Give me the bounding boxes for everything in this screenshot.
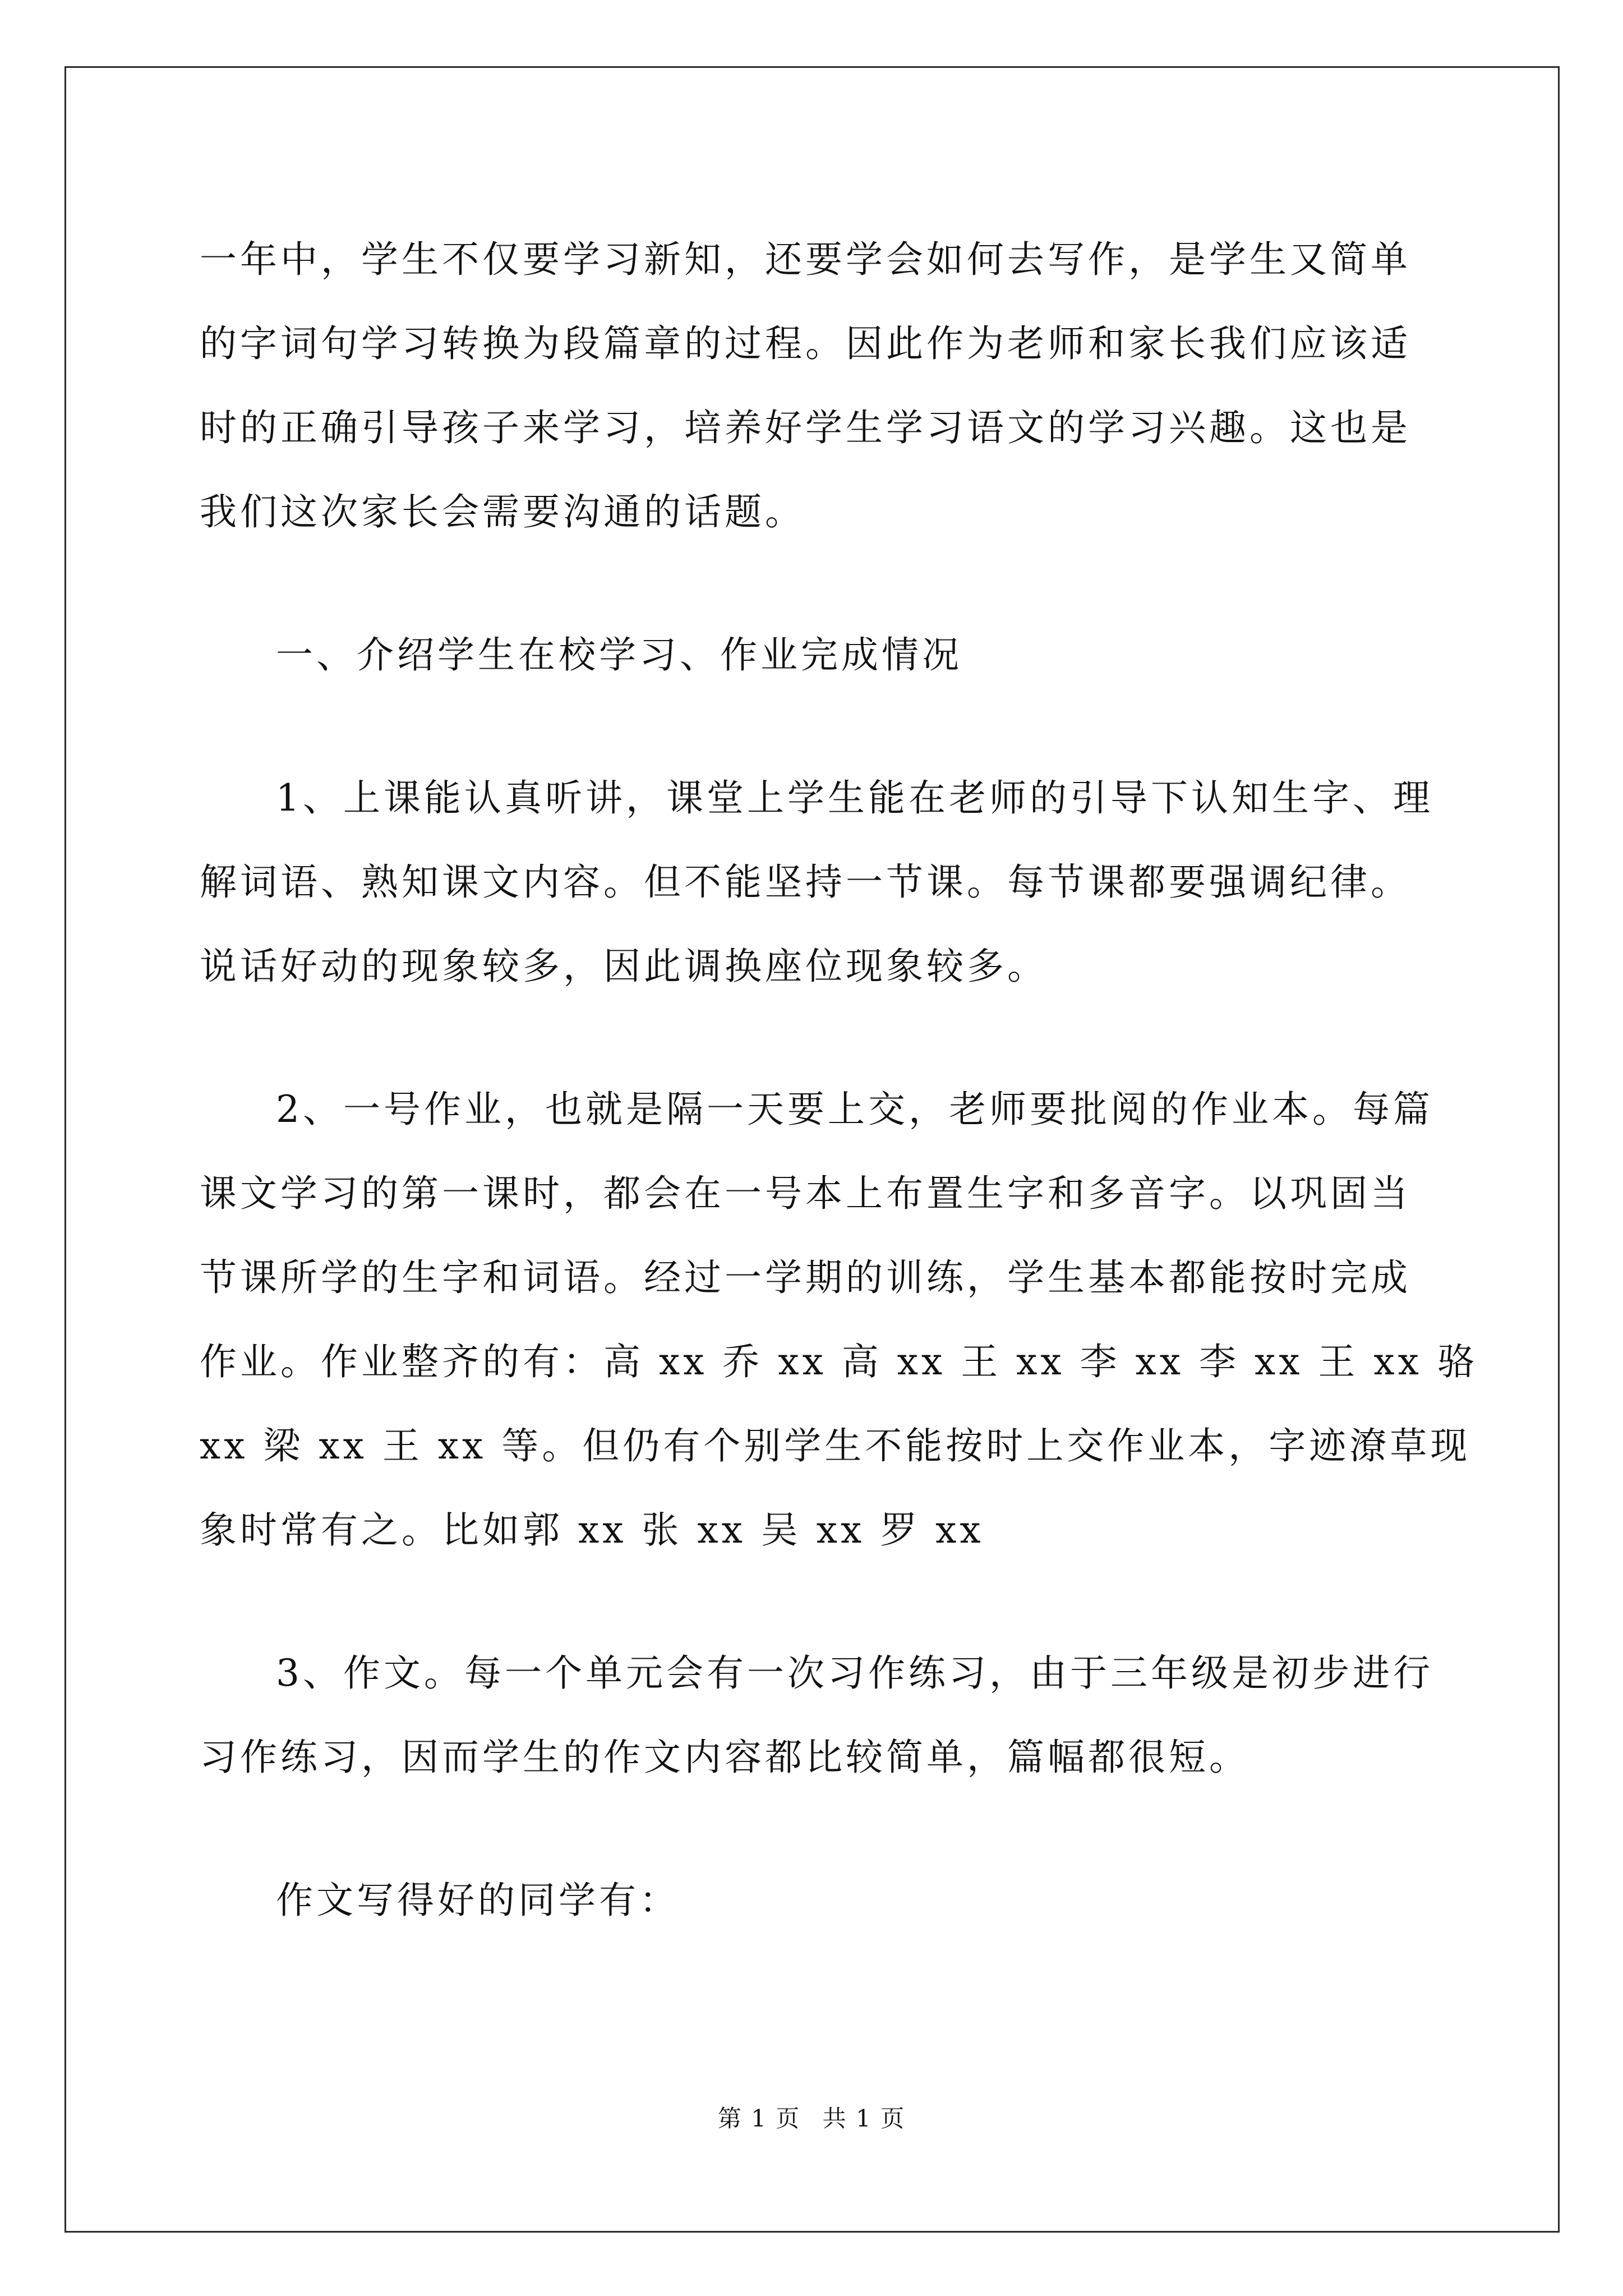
paragraph-line: 习作练习，因而学生的作文内容都比较简单，篇幅都很短。 (200, 1736, 1249, 1779)
paragraph-line: 象时常有之。比如郭 xx 张 xx 吴 xx 罗 xx (200, 1508, 984, 1552)
paragraph-line: 课文学习的第一课时，都会在一号本上布置生字和多音字。以巩固当 (200, 1172, 1411, 1215)
paragraph-line: 作文写得好的同学有： (276, 1879, 680, 1922)
paragraph-line: 一年中，学生不仅要学习新知，还要学会如何去写作，是学生又简单 (200, 238, 1411, 281)
paragraph-line: 我们这次家长会需要沟通的话题。 (200, 490, 805, 533)
page-number: 第 1 页 (717, 2105, 801, 2132)
paragraph-line: 节课所学的生字和词语。经过一学期的训练，学生基本都能按时完成 (200, 1256, 1411, 1299)
paragraph-line: xx 梁 xx 王 xx 等。但仍有个别学生不能按时上交作业本，字迹潦草现 (200, 1424, 1471, 1467)
paragraph-line: 时的正确引导孩子来学习，培养好学生学习语文的学习兴趣。这也是 (200, 406, 1411, 449)
section-heading: 一、介绍学生在校学习、作业完成情况 (276, 633, 962, 677)
paragraph-line: 作业。作业整齐的有：高 xx 乔 xx 高 xx 王 xx 李 xx 李 xx 王 xx 骆 (200, 1340, 1478, 1383)
paragraph-line: 说话好动的现象较多，因此调换座位现象较多。 (200, 945, 1048, 988)
document-body (200, 218, 1478, 1943)
paragraph-line: 的字词句学习转换为段篇章的过程。因此作为老师和家长我们应该适 (200, 322, 1411, 365)
page-footer (0, 2100, 1623, 2134)
paragraph-line: 1、上课能认真听讲，课堂上学生能在老师的引导下认知生字、理 (276, 776, 1433, 820)
paragraph-line: 2、一号作业，也就是隔一天要上交，老师要批阅的作业本。每篇 (276, 1088, 1433, 1131)
paragraph-line: 解词语、熟知课文内容。但不能坚持一节课。每节课都要强调纪律。 (200, 861, 1411, 904)
paragraph-line: 3、作文。每一个单元会有一次习作练习，由于三年级是初步进行 (276, 1651, 1433, 1695)
page-total: 共 1 页 (822, 2105, 906, 2132)
